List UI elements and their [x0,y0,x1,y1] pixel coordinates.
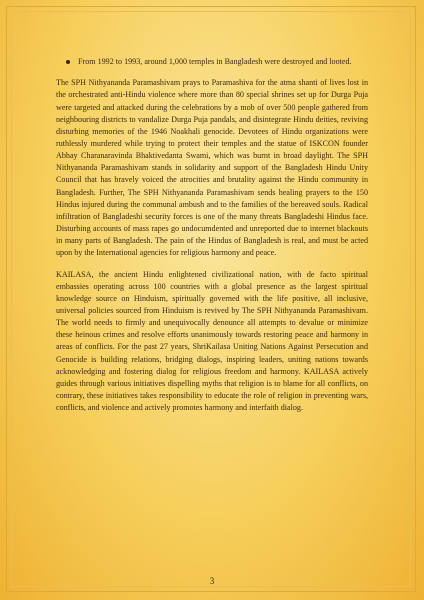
paragraph-kailasa: KAILASA, the ancient Hindu enlightened civilizational nation, with de facto spiritual embassies operating across 100 countries with a global presence as the largest spiritual knowledge source on Hinduism, spiritually governed with the life positive, all inclusive, universal policies sourced from Hinduism is revived by The SPH Nithyananda Paramashivam. The world needs to firmly and unequivocally denounce all attempts to devalue or minimize these heinous crimes and resolve efforts unanimously towards restoring peace and harmony in areas of conflicts. For the past 27 years, ShriKailasa Uniting Nations Against Persecution and Genocide is building relations, bridging dialogs, inspiring leaders, uniting nations towards acknowledging and fostering dialog for religious freedom and harmony. KAILASA actively guides through various initiatives dispelling myths that religion is to blame for all conflicts, on contrary, these initiatives takes responsibility to educate the role of religion in preventing wars, conflicts, and violence and actively promotes harmony and interfaith dialog. [56,269,368,413]
bullet-text: From 1992 to 1993, around 1,000 temples in Bangladesh were destroyed and looted. [78,57,352,66]
bullet-item [56,56,368,68]
bullet-icon [66,60,70,64]
page-number: 3 [209,576,215,586]
page-content [56,56,368,423]
paragraph-prayer: The SPH Nithyananda Paramashivam prays to Paramashiva for the atma shanti of lives lost in the orchestrated anti-Hindu violence where more than 80 special shrines set up for Durga Puja were targeted and attacked during the celebrations by a mob of over 500 people gathered from neighbouring districts to vandalize Durga Puja pandals, and disintegrate Hindu deities, reviving disturbing memories of the 1946 Noakhali genocide. Devotees of Hindu organizations were ruthlessly murdered while trying to protect their temples and the statue of ISKCON founder Abhay Charanaravinda Bhaktivedanta Swami, which was burnt in broad daylight. The SPH Nithyananda Paramashivam stands in solidarity and support of the Bangladesh Hindu Unity Council that has bravely voiced the atrocities and brutality against the Hindu community in Bangladesh. Further, The SPH Nithyananda Paramashivam sends healing prayers to the 150 Hindus injured during the communal ambush and to the families of the bereaved souls. Radical infiltration of Bangladeshi security forces is one of the many threats Bangladeshi Hindus face. Disturbing accounts of mass rapes go undocumdented and unreported due to internet blackouts in many parts of Bangladesh. The pain of the Hindus of Bangladesh is real, and must be acted upon by the International agencies for religious harmony and peace. [56,78,368,258]
